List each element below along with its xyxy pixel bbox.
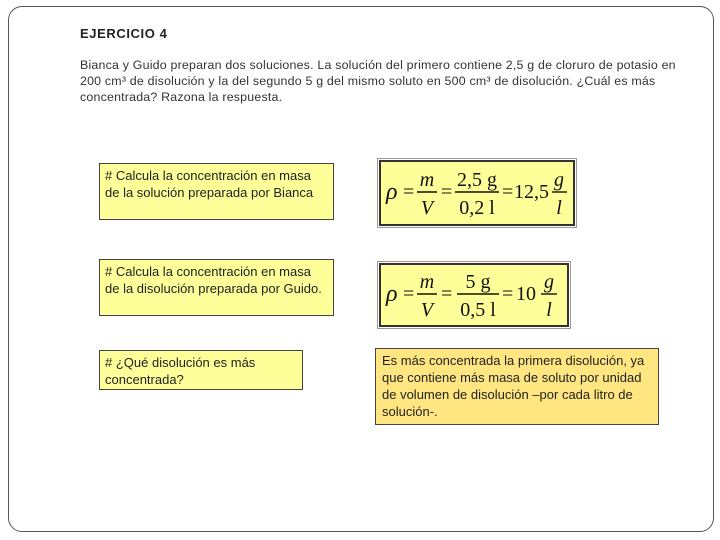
- formula-box-bianca: [379, 160, 575, 226]
- formula-den1: V: [420, 299, 434, 321]
- formula-num2: 2,5 g: [457, 169, 497, 191]
- formula-unit-num: g: [544, 271, 554, 293]
- svg-text:=: =: [502, 181, 514, 203]
- formula-result: 10: [516, 283, 536, 305]
- formula-unit-den: l: [546, 299, 552, 321]
- formula-lhs: ρ: [386, 179, 398, 205]
- formula-num2: 5 g: [465, 271, 491, 293]
- question-box-comparison: [99, 350, 303, 390]
- svg-text:=: =: [403, 283, 415, 305]
- formula-bianca: [381, 162, 573, 224]
- formula-box-guido: [379, 263, 569, 327]
- formula-guido: [381, 265, 567, 325]
- svg-text:=: =: [441, 181, 453, 203]
- question-box-bianca: [99, 163, 334, 220]
- formula-den2: 0,5 l: [460, 299, 496, 321]
- formula-lhs: ρ: [386, 281, 398, 307]
- question-text: # Calcula la concentración en masa de la disolución preparada por Guido.: [105, 264, 322, 296]
- answer-box: [375, 348, 659, 425]
- question-box-guido: [99, 259, 334, 316]
- exercise-heading: EJERCICIO 4: [80, 26, 168, 41]
- svg-text:=: =: [403, 181, 415, 203]
- formula-num1: m: [419, 169, 435, 191]
- answer-text: Es más concentrada la primera disolución, ya que contiene más masa de soluto por unidad de volumen de disolución –por cada litro de solución-.: [382, 353, 645, 419]
- formula-unit-num: g: [554, 169, 564, 191]
- formula-unit-den: l: [556, 197, 562, 219]
- formula-result: 12,5: [514, 181, 549, 203]
- formula-den1: V: [420, 197, 434, 219]
- svg-text:=: =: [441, 283, 453, 305]
- question-text: # Calcula la concentración en masa de la solución preparada por Bianca: [105, 168, 314, 200]
- question-text: # ¿Qué disolución es más concentrada?: [105, 355, 256, 387]
- formula-den2: 0,2 l: [459, 197, 495, 219]
- svg-text:=: =: [502, 283, 514, 305]
- formula-num1: m: [419, 271, 435, 293]
- exercise-statement: Bianca y Guido preparan dos soluciones. La solución del primero contiene 2,5 g de cloruro de potasio en 200 cm³ de disolución y la del segundo 5 g del mismo soluto en 500 cm³ de disolución. ¿Cuál es más concentrada? Razona la respuesta.: [80, 58, 676, 104]
